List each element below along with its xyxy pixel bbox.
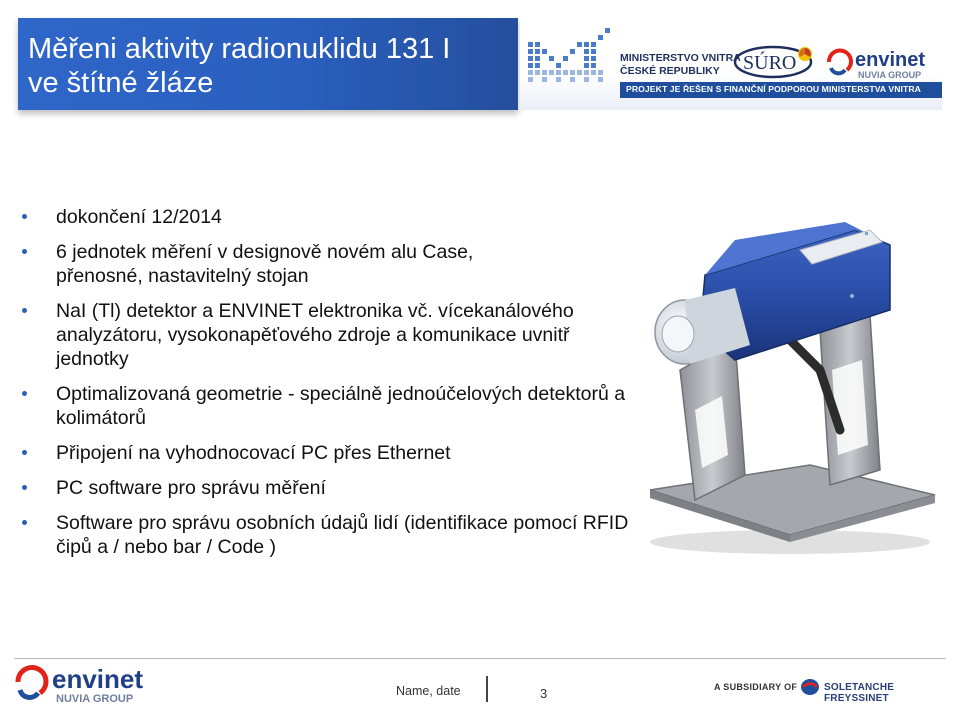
- bullet-list: [22, 205, 642, 570]
- bullet-icon: [22, 485, 27, 490]
- list-item: [22, 205, 642, 229]
- list-item: [22, 382, 642, 430]
- footer-brand: envinet: [52, 664, 144, 694]
- list-item: [22, 441, 642, 465]
- parent-company: SOLETANCHE FREYSSINET: [824, 682, 895, 704]
- footer-group: NUVIA GROUP: [56, 693, 134, 705]
- bullet-icon: [22, 450, 27, 455]
- header-logo-strip: [520, 18, 942, 110]
- bullet-text: dokončení 12/2014: [56, 206, 222, 228]
- suro-logo-icon: [733, 44, 819, 80]
- bullet-text: Připojení na vyhodnocovací PC přes Ethernet: [56, 442, 451, 464]
- footer-rule: [14, 658, 946, 659]
- soletanche-logo-icon: [800, 678, 820, 696]
- detector-device-illustration: [640, 220, 940, 560]
- bullet-text: 6 jednotek měření v designově novém alu Case, přenosné, nastavitelný stojan: [56, 241, 474, 287]
- bullet-text: PC software pro správu měření: [56, 477, 326, 499]
- bullet-icon: [22, 308, 27, 313]
- bullet-icon: [22, 249, 27, 254]
- bullet-text: Optimalizovaná geometrie - speciálně jednoúčelových detektorů a kolimátorů: [56, 383, 626, 429]
- envinet-footer-logo-icon: [12, 664, 172, 706]
- envinet-header-logo-icon: [825, 48, 945, 80]
- suro-text: SÚRO: [743, 52, 797, 74]
- footer-name-date: Name, date: [396, 684, 461, 698]
- bullet-icon: [22, 520, 27, 525]
- bullet-icon: [22, 214, 27, 219]
- project-text: PROJEKT JE ŘEŠEN S FINANČNÍ PODPOROU MINISTERSTVA VNITRA: [626, 84, 921, 94]
- slide-title: Měřeni aktivity radionuklidu 131 I ve štítné žláze: [28, 33, 451, 99]
- bullet-icon: [22, 391, 27, 396]
- envinet-header-group: NUVIA GROUP: [858, 70, 922, 80]
- project-banner: [620, 82, 942, 98]
- list-item: [22, 476, 642, 500]
- title-bar: [18, 18, 518, 110]
- bullet-text: NaI (Tl) detektor a ENVINET elektronika vč. vícekanálového analyzátoru, vysokonapěťového zdroje a komunikace uvnitř jednotky: [56, 300, 574, 370]
- bullet-text: Software pro správu osobních údajů lidí (identifikace pomocí RFID čipů a / nebo bar / Code ): [56, 512, 629, 558]
- list-item: [22, 299, 642, 371]
- list-item: [22, 511, 636, 559]
- ministry-logo-icon: [526, 28, 614, 94]
- subsidiary-label: A SUBSIDIARY OF: [714, 682, 798, 692]
- ministry-name: MINISTERSTVO VNITRA ČESKÉ REPUBLIKY: [620, 52, 741, 77]
- list-item: [22, 240, 556, 288]
- footer-divider: [486, 676, 488, 702]
- envinet-header-brand: envinet: [855, 49, 926, 71]
- page-number: 3: [540, 686, 548, 701]
